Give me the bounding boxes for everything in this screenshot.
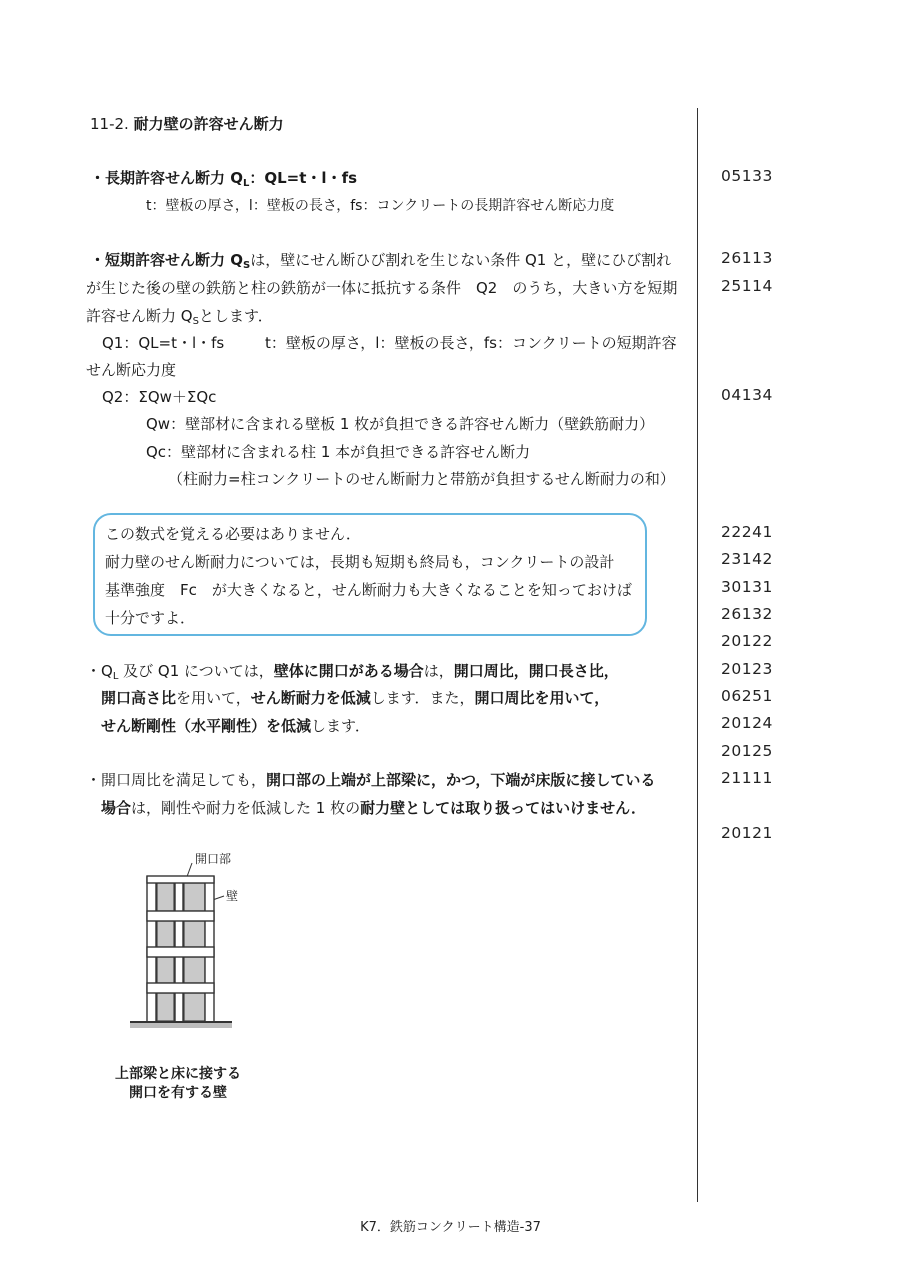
code-item: 20125	[721, 742, 773, 760]
short-term-text: は，壁にせん断ひび割れを生じない条件 Q1 と，壁にひび割れ	[250, 251, 672, 269]
code-item: 20124	[721, 714, 773, 732]
bold-text: 開口部の上端が上部梁に，かつ，下端が床版に接している	[266, 771, 656, 789]
code-item: 21111	[721, 769, 773, 787]
bold-text: 場合	[101, 799, 132, 817]
bold-text: 開口周比を用いて，	[474, 689, 610, 707]
code-item: 26132	[721, 605, 773, 623]
long-term-formula: ：QL=t・l・fs	[249, 169, 358, 187]
bold-text: 壁体に開口がある場合	[273, 662, 424, 680]
qw-note: Qw：壁部材に含まれる壁板 1 枚が負担できる許容せん断力（壁鉄筋耐力）	[146, 415, 655, 433]
text: 及び Q1 については，	[118, 662, 274, 680]
opening-p2-line-1	[86, 769, 655, 790]
q1-note-cont: せん断応力度	[86, 361, 177, 379]
text: します．	[311, 717, 370, 735]
code-item: 04134	[721, 386, 773, 404]
text: ・開口周比を満足しても，	[86, 771, 267, 789]
text: は，剛性や耐力を低減した 1 枚の	[131, 799, 361, 817]
qc-note-cont: （柱耐力=柱コンクリートのせん断耐力と帯筋が負担するせん断耐力の和）	[168, 470, 675, 488]
bold-text: せん断耐力を低減	[250, 689, 371, 707]
q1-line	[102, 332, 677, 353]
q1-formula: Q1：QL=t・l・fs	[102, 334, 225, 352]
note-line-4: 十分ですよ．	[105, 609, 196, 627]
code-item: 05133	[721, 167, 773, 185]
short-term-text: とします．	[198, 307, 273, 325]
short-term-text: 許容せん断力 Q	[86, 307, 193, 325]
label-wall: 壁	[226, 889, 239, 903]
opening-p1-line-2	[101, 687, 609, 708]
opening-p1-line-1	[86, 660, 619, 682]
text: は，	[423, 662, 454, 680]
code-item: 30131	[721, 578, 773, 596]
wall-opening-figure	[120, 845, 240, 1045]
opening-p2-line-2	[101, 797, 646, 818]
q2-formula: Q2：ΣQw＋ΣQc	[102, 388, 217, 406]
long-term-note: t：壁板の厚さ，l：壁板の長さ，fs：コンクリートの長期許容せん断応力度	[146, 198, 615, 214]
figure-caption-1: 上部梁と床に接する	[115, 1066, 241, 1082]
section-title: 耐力壁の許容せん断力	[133, 115, 284, 133]
subscript: L	[112, 671, 119, 682]
figure-caption-2: 開口を有する壁	[129, 1085, 227, 1101]
section-heading	[90, 113, 284, 134]
q1-note: t：壁板の厚さ，l：壁板の長さ，fs：コンクリートの短期許容	[265, 334, 677, 352]
short-term-line-1	[90, 249, 671, 271]
code-item: 20121	[721, 824, 773, 842]
bold-text: 開口周比，開口長さ比，	[453, 662, 619, 680]
code-item: 22241	[721, 523, 773, 541]
code-item: 26113	[721, 249, 773, 267]
bold-text: 開口高さ比	[101, 689, 177, 707]
short-term-line-3	[86, 305, 273, 327]
short-term-line-2: が生じた後の壁の鉄筋と柱の鉄筋が一体に抵抗する条件 Q2 のうち，大きい方を短期	[86, 279, 678, 297]
subscript: S	[192, 316, 199, 327]
section-number: 11-2.	[90, 115, 129, 133]
margin-divider	[697, 108, 698, 1202]
bullet: ・	[90, 169, 106, 187]
code-item: 25114	[721, 277, 773, 295]
subscript: S	[243, 260, 251, 271]
text: します．また，	[370, 689, 475, 707]
code-item: 20123	[721, 660, 773, 678]
note-line-3: 基準強度 Fc が大きくなると，せん断耐力も大きくなることを知っておけば	[105, 581, 632, 599]
bold-text: せん断剛性（水平剛性）を低減	[101, 717, 312, 735]
bold-text: 耐力壁としては取り扱ってはいけません．	[360, 799, 647, 817]
qc-note: Qc：壁部材に含まれる柱 1 本が負担できる許容せん断力	[146, 443, 531, 461]
short-term-label: 短期許容せん断力 Q	[105, 251, 243, 269]
subscript: L	[243, 178, 250, 189]
opening-p1-line-3	[101, 715, 370, 736]
text: を用いて，	[176, 689, 251, 707]
note-line-1: この数式を覚える必要はありません．	[105, 525, 361, 543]
page-footer: K7．鉄筋コンクリート構造-37	[360, 1220, 541, 1235]
note-line-2: 耐力壁のせん断耐力については，長期も短期も終局も，コンクリートの設計	[105, 553, 615, 571]
code-item: 23142	[721, 550, 773, 568]
long-term-line	[90, 167, 357, 189]
text: ・Q	[86, 662, 113, 680]
code-item: 06251	[721, 687, 773, 705]
long-term-label: 長期許容せん断力 Q	[105, 169, 243, 187]
label-opening: 開口部	[195, 852, 232, 866]
bullet: ・	[90, 251, 106, 269]
code-item: 20122	[721, 632, 773, 650]
